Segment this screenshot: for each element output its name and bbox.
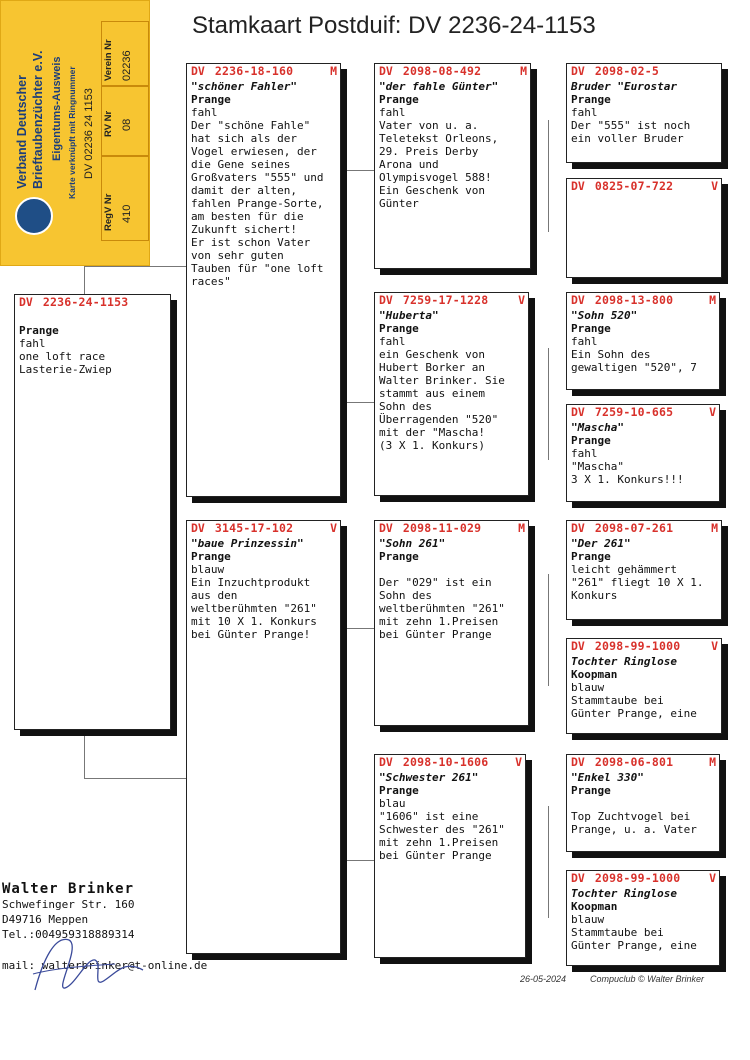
pigeon-name: "Huberta" — [379, 309, 439, 322]
ring-number-value: 7259-10-665 — [594, 405, 674, 419]
ring-number-value: 2098-08-492 — [402, 64, 482, 78]
pigeon-name: Tochter Ringlose — [571, 655, 677, 668]
note-line: mit zehn 1.Preisen — [379, 836, 499, 849]
pedigree-box-mother — [186, 520, 341, 954]
note-line: Er ist schon Vater — [191, 236, 311, 249]
sex-marker: M — [518, 521, 525, 535]
note-line: Günter — [379, 197, 419, 210]
note-line: fahl — [191, 106, 218, 119]
ring-number-value: 2098-13-800 — [594, 293, 674, 307]
ring-header — [571, 64, 718, 78]
ring-prefix: DV — [571, 179, 585, 193]
note-line: Ein Geschenk von — [379, 184, 485, 197]
ring-prefix: DV — [571, 871, 585, 885]
note-line: weltberühmten "261" — [191, 602, 317, 615]
connector-line — [341, 170, 374, 171]
card-verein-value: 02236 — [121, 50, 133, 81]
pigeon-name: "Der 261" — [571, 537, 631, 550]
ring-number — [379, 293, 488, 307]
footer-date: 26-05-2024 — [520, 974, 567, 984]
note-line: leicht gehämmert — [571, 563, 677, 576]
pedigree-box-father — [186, 63, 341, 497]
note-line: 29. Preis Derby — [379, 145, 479, 158]
note-line: mit der "Mascha! — [379, 426, 485, 439]
ring-prefix: DV — [191, 64, 205, 78]
sex-marker: V — [330, 521, 337, 535]
ring-prefix: DV — [571, 405, 585, 419]
note-line: blau — [379, 797, 406, 810]
owner-phone: Tel.:004959318889314 — [2, 928, 135, 941]
note-line: Stammtaube bei — [571, 926, 664, 939]
note-line: blauw — [571, 681, 605, 694]
sex-marker: M — [709, 293, 716, 307]
connector-line — [84, 266, 85, 294]
connector-line — [548, 120, 549, 232]
sex-marker: M — [711, 521, 718, 535]
footer-credit: Compuclub © Walter Brinker — [590, 974, 705, 984]
card-regv-value: 410 — [121, 204, 133, 223]
pedigree-box-main — [14, 294, 171, 730]
ring-header — [571, 179, 718, 193]
card-org-line1: Verband Deutscher — [15, 75, 29, 189]
pigeon-name: "Sohn 520" — [571, 309, 638, 322]
breeder: Prange — [571, 93, 611, 106]
note-line: damit der alten, — [191, 184, 297, 197]
breeder: Prange — [379, 322, 419, 335]
connector-line — [548, 806, 549, 918]
sex-marker: M — [709, 755, 716, 769]
ring-number — [571, 521, 673, 535]
ring-number — [571, 293, 673, 307]
connector-line — [84, 778, 186, 779]
ring-number-value: 2098-06-801 — [594, 755, 674, 769]
ring-number-value: 2236-24-1153 — [42, 295, 129, 309]
ring-prefix: DV — [571, 64, 585, 78]
ring-prefix: DV — [191, 521, 205, 535]
card-rv-value: 08 — [121, 118, 133, 131]
note-line: von sehr guten — [191, 249, 284, 262]
pigeon-name: "Enkel 330" — [571, 771, 644, 784]
ring-prefix: DV — [379, 755, 393, 769]
ring-prefix: DV — [571, 521, 585, 535]
note-line: Prange, u. a. Vater — [571, 823, 697, 836]
pedigree-box-mff — [566, 520, 722, 620]
ring-number-value: 0825-07-722 — [594, 179, 674, 193]
breeder: Prange — [191, 550, 231, 563]
ring-number — [571, 639, 680, 653]
breeder: Prange — [379, 784, 419, 797]
note-line: Lasterie-Zwiep — [19, 363, 112, 376]
note-line: mit zehn 1.Preisen — [379, 615, 499, 628]
note-line: ein Geschenk von — [379, 348, 485, 361]
ring-prefix: DV — [379, 521, 393, 535]
card-doc-type: Eigentums-Ausweis — [51, 56, 63, 161]
ring-header — [571, 405, 716, 419]
note-line: "Mascha" — [571, 460, 624, 473]
ring-prefix: DV — [379, 64, 393, 78]
sex-marker: V — [711, 179, 718, 193]
note-line: fahlen Prange-Sorte, — [191, 197, 324, 210]
ring-number-value: 3145-17-102 — [214, 521, 294, 535]
pigeon-name: "Schwester 261" — [379, 771, 479, 784]
breeder: Prange — [379, 550, 419, 563]
pedigree-box-fff — [566, 63, 722, 163]
breeder: Prange — [19, 324, 59, 337]
note-line: fahl — [571, 447, 598, 460]
connector-line — [341, 170, 342, 402]
note-line: Ein Inzuchtprodukt — [191, 576, 311, 589]
note-line: Der "555" ist noch — [571, 119, 691, 132]
note-line: hat sich als der — [191, 132, 297, 145]
pigeon-name: Tochter Ringlose — [571, 887, 677, 900]
connector-line — [341, 628, 374, 629]
owner-email: mail: walterbrinker@t-online.de — [2, 959, 208, 972]
connector-line — [548, 348, 549, 460]
ring-header — [19, 295, 167, 309]
ring-prefix: DV — [19, 295, 33, 309]
ring-number — [571, 179, 673, 193]
ring-number — [379, 64, 481, 78]
card-verein-label: Verein Nr — [103, 39, 114, 81]
note-line: am besten für die — [191, 210, 304, 223]
connector-line — [548, 574, 549, 686]
note-line: fahl — [571, 106, 598, 119]
breeder: Prange — [571, 550, 611, 563]
note-line: Hubert Borker an — [379, 361, 485, 374]
breeder: Prange — [571, 322, 611, 335]
ring-prefix: DV — [571, 755, 585, 769]
ring-number — [19, 295, 128, 309]
ring-number-value: 2098-99-1000 — [594, 639, 681, 653]
ring-number-value: 7259-17-1228 — [402, 293, 489, 307]
card-org-line2: Brieftaubenzüchter e.V. — [31, 50, 45, 189]
pigeon-name: Bruder "Eurostar — [571, 80, 677, 93]
ring-number-value: 2098-07-261 — [594, 521, 674, 535]
sex-marker: V — [711, 639, 718, 653]
ring-number — [571, 64, 659, 78]
note-line: Tauben für "one loft — [191, 262, 324, 275]
ring-header — [379, 521, 525, 535]
note-line: Top Zuchtvogel bei — [571, 810, 691, 823]
card-doc-sub: Karte verknüpft mit Ringnummer — [67, 66, 77, 199]
ring-number-value: 2098-02-5 — [594, 64, 659, 78]
ring-header — [379, 64, 527, 78]
note-line: die Gene seines — [191, 158, 291, 171]
ring-prefix: DV — [571, 639, 585, 653]
note-line: 3 X 1. Konkurs!!! — [571, 473, 684, 486]
pedigree-box-mother-mother — [374, 754, 526, 958]
ring-header — [571, 293, 716, 307]
pedigree-box-ffm — [566, 178, 722, 278]
breeder: Prange — [379, 93, 419, 106]
note-line: Sohn des — [379, 589, 432, 602]
note-line: fahl — [379, 106, 406, 119]
note-line: weltberühmten "261" — [379, 602, 505, 615]
note-line: aus den — [191, 589, 238, 602]
ownership-card — [0, 0, 150, 266]
connector-line — [341, 628, 342, 860]
note-line: Sohn des — [379, 400, 432, 413]
connector-line — [84, 730, 85, 778]
ring-number-value: 2236-18-160 — [214, 64, 294, 78]
note-line: Vogel erwiesen, der — [191, 145, 317, 158]
breeder: Prange — [571, 434, 611, 447]
note-line: Konkurs — [571, 589, 618, 602]
note-line: "1606" ist eine — [379, 810, 479, 823]
note-line: Zukunft sichert! — [191, 223, 297, 236]
sex-marker: V — [518, 293, 525, 307]
note-line: stammt aus einem — [379, 387, 485, 400]
connector-line — [341, 860, 374, 861]
ring-header — [571, 871, 716, 885]
ring-number — [571, 871, 680, 885]
connector-line — [84, 266, 186, 267]
sex-marker: M — [520, 64, 527, 78]
ring-prefix: DV — [379, 293, 393, 307]
card-regv-label: RegV Nr — [103, 193, 114, 231]
ring-header — [571, 639, 718, 653]
note-line: fahl — [19, 337, 46, 350]
note-line: fahl — [379, 335, 406, 348]
note-line: bei Günter Prange — [379, 849, 492, 862]
ring-number-value: 2098-11-029 — [402, 521, 482, 535]
note-line: "261" fliegt 10 X 1. — [571, 576, 704, 589]
ring-header — [571, 521, 718, 535]
note-line: bei Günter Prange! — [191, 628, 311, 641]
ring-number-value: 2098-10-1606 — [402, 755, 489, 769]
ring-number — [379, 521, 481, 535]
pedigree-box-fmm — [566, 404, 720, 502]
pedigree-box-father-mother — [374, 292, 529, 496]
pigeon-name: "Mascha" — [571, 421, 624, 434]
note-line: Der "029" ist ein — [379, 576, 492, 589]
breeder: Prange — [191, 93, 231, 106]
owner-city: D49716 Meppen — [2, 913, 89, 926]
note-line: fahl — [571, 335, 598, 348]
owner-name: Walter Brinker — [2, 881, 135, 897]
sex-marker: M — [330, 64, 337, 78]
pigeon-name: "baue Prinzessin" — [191, 537, 304, 550]
ring-header — [379, 293, 525, 307]
ring-header — [191, 64, 337, 78]
sex-marker: V — [709, 871, 716, 885]
ring-number — [571, 405, 673, 419]
note-line: Stammtaube bei — [571, 694, 664, 707]
pedigree-box-mother-father — [374, 520, 529, 726]
spacer — [19, 311, 167, 324]
note-line: Olympisvogel 588! — [379, 171, 492, 184]
note-line: blauw — [191, 563, 225, 576]
pedigree-box-mmf — [566, 754, 720, 852]
ring-header — [571, 755, 716, 769]
pigeon-name: "der fahle Günter" — [379, 80, 499, 93]
card-rv-label: RV Nr — [103, 110, 114, 137]
ring-number — [379, 755, 488, 769]
note-line: Ein Sohn des — [571, 348, 651, 361]
note-line: Überragenden "520" — [379, 413, 499, 426]
ring-number — [571, 755, 673, 769]
pedigree-box-mfm — [566, 638, 722, 734]
ring-header — [191, 521, 337, 535]
pedigree-box-fmf — [566, 292, 720, 390]
pedigree-box-father-father — [374, 63, 531, 269]
breeder: Koopman — [571, 668, 618, 681]
pigeon-name: "Sohn 261" — [379, 537, 446, 550]
sex-marker: V — [515, 755, 522, 769]
breeder: Prange — [571, 784, 611, 797]
ring-number-value: 2098-99-1000 — [594, 871, 681, 885]
note-line: Walter Brinker. Sie — [379, 374, 505, 387]
note-line: mit 10 X 1. Konkurs — [191, 615, 317, 628]
note-line: Vater von u. a. — [379, 119, 479, 132]
note-line: gewaltigen "520", 7 — [571, 361, 697, 374]
ring-number — [191, 521, 293, 535]
note-line: Arona und — [379, 158, 439, 171]
note-line: Günter Prange, eine — [571, 707, 697, 720]
note-line: Großvaters "555" und — [191, 171, 324, 184]
note-line: Teletekst Orleons, — [379, 132, 499, 145]
breeder: Koopman — [571, 900, 618, 913]
pedigree-box-mmm — [566, 870, 720, 966]
page-title: Stamkaart Postduif: DV 2236-24-1153 — [192, 12, 596, 39]
signature — [25, 930, 165, 1000]
note-line: races" — [191, 275, 231, 288]
spacer — [379, 563, 525, 576]
card-ring-number: DV 02236 24 1153 — [83, 88, 95, 179]
federation-logo-icon — [15, 197, 53, 235]
note-line: blauw — [571, 913, 605, 926]
connector-line — [341, 402, 374, 403]
note-line: (3 X 1. Konkurs) — [379, 439, 485, 452]
ring-header — [379, 755, 522, 769]
note-line: Der "schöne Fahle" — [191, 119, 311, 132]
sex-marker: V — [709, 405, 716, 419]
note-line: ein voller Bruder — [571, 132, 684, 145]
owner-street: Schwefinger Str. 160 — [2, 898, 135, 911]
note-line: one loft race — [19, 350, 106, 363]
note-line: Günter Prange, eine — [571, 939, 697, 952]
pigeon-name: "schöner Fahler" — [191, 80, 297, 93]
note-line: bei Günter Prange — [379, 628, 492, 641]
ring-prefix: DV — [571, 293, 585, 307]
note-line: Schwester des "261" — [379, 823, 505, 836]
ring-number — [191, 64, 293, 78]
spacer — [571, 797, 716, 810]
